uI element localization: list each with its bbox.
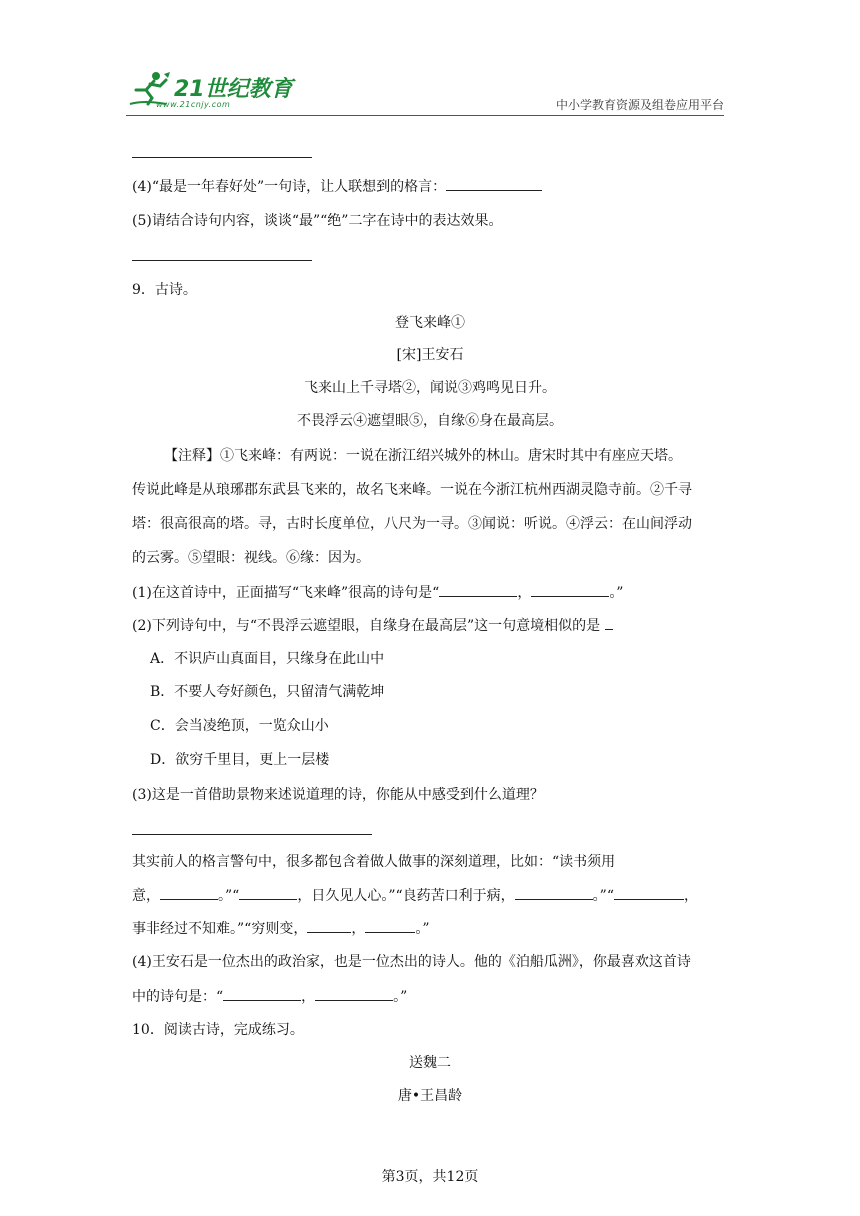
maxim-text: 。”“: [218, 888, 240, 904]
q8-part4-text: (4)“最是一年春好处”一句诗，让人联想到的格言：: [132, 179, 447, 195]
punct: 。”: [609, 585, 624, 601]
maxim-text: 。”: [415, 921, 430, 937]
poem-line: 不畏浮云④遮望眼⑤，自缘⑥身在最高层。: [297, 413, 563, 429]
q9-part4-cont: [132, 986, 407, 1007]
option-c[interactable]: C．会当凌绝顶，一览众山小: [150, 718, 329, 734]
punct: ，: [301, 989, 316, 1005]
q8-part5: (5)请结合诗句内容，谈谈“最”“绝”二字在诗中的表达效果。: [132, 213, 503, 229]
answer-line[interactable]: [132, 834, 372, 835]
q9-part2-text: (2)下列诗句中，与“不畏浮云遮望眼，自缘身在最高层”这一句意境相似的是: [132, 618, 601, 634]
answer-blank[interactable]: [365, 918, 415, 933]
q9-part4: (4)王安石是一位杰出的政治家，也是一位杰出的诗人。他的《泊船瓜洲》，你最喜欢这首诗: [132, 954, 691, 970]
poem-title: 送魏二: [409, 1055, 451, 1071]
annotation-line: 的云雾。⑤望眼：视线。⑥缘：因为。: [132, 550, 370, 566]
answer-blank[interactable]: [439, 582, 517, 597]
annotation-line: 【注释】①飞来峰：有两说：一说在浙江绍兴城外的林山。唐宋时其中有座应天塔。: [164, 448, 682, 464]
q9-part1-text: (1)在这首诗中，正面描写“飞来峰”很高的诗句是“: [132, 585, 440, 601]
answer-blank[interactable]: [605, 615, 613, 630]
q8-part4: [132, 176, 542, 197]
answer-line[interactable]: [132, 157, 312, 158]
answer-blank[interactable]: [307, 918, 351, 933]
logo-url: www.21cnjy.com: [156, 100, 231, 109]
q9-part1: [132, 582, 623, 603]
poem-author: [宋]王安石: [396, 347, 464, 363]
maxim-text: 事非经过不知难。”“穷则变，: [132, 921, 308, 937]
poem-title: 登飞来峰①: [395, 315, 465, 331]
page-header: [126, 64, 724, 116]
answer-blank[interactable]: [315, 986, 393, 1001]
answer-blank[interactable]: [515, 885, 593, 900]
answer-blank[interactable]: [446, 176, 542, 191]
option-b[interactable]: B．不要人夸好颜色，只留清气满乾坤: [150, 684, 385, 700]
option-a[interactable]: A．不识庐山真面目，只缘身在此山中: [150, 651, 385, 667]
maxim-text: ，日久见人心。”“良药苦口利于病，: [297, 888, 515, 904]
q10-heading: 10．阅读古诗，完成练习。: [132, 1022, 304, 1038]
q9-part4-text: 中的诗句是：“: [132, 989, 224, 1005]
maxim-line: [132, 918, 430, 939]
annotation-line: 传说此峰是从琅琊郡东武县飞来的，故名飞来峰。一说在今浙江杭州西湖灵隐寺前。②千寻: [132, 482, 692, 498]
platform-name: 中小学教育资源及组卷应用平台: [555, 98, 724, 112]
q9-heading: 9．古诗。: [132, 282, 197, 298]
header-divider: [126, 115, 724, 116]
answer-blank[interactable]: [531, 582, 609, 597]
q9-part3: (3)这是一首借助景物来述说道理的诗，你能从中感受到什么道理？: [132, 787, 544, 803]
maxim-text: ，: [351, 921, 366, 937]
punct: 。”: [393, 989, 408, 1005]
maxim-text: ，: [683, 888, 698, 904]
maxim-text: 意，: [132, 888, 160, 904]
logo-text: 21世纪教育: [174, 77, 293, 102]
annotation-line: 塔：很高很高的塔。寻，古时长度单位，八尺为一寻。③闻说：听说。④浮云：在山间浮动: [132, 516, 692, 532]
maxim-line: 其实前人的格言警句中，很多都包含着做人做事的深刻道理，比如：“读书须用: [132, 854, 616, 870]
maxim-text: 。”“: [592, 888, 614, 904]
poem-author: 唐•王昌龄: [397, 1088, 463, 1104]
poem-line: 飞来山上千寻塔②，闻说③鸡鸣见日升。: [304, 380, 556, 396]
answer-blank[interactable]: [223, 986, 301, 1001]
page-number: 第3页，共12页: [381, 1169, 479, 1185]
punct: ，: [517, 585, 532, 601]
answer-blank[interactable]: [614, 885, 684, 900]
answer-line[interactable]: [132, 260, 312, 261]
option-d[interactable]: D．欲穷千里目，更上一层楼: [150, 752, 330, 768]
maxim-line: [132, 885, 698, 906]
q9-part2: [132, 615, 613, 636]
logo: [126, 70, 296, 112]
answer-blank[interactable]: [160, 885, 218, 900]
answer-blank[interactable]: [239, 885, 297, 900]
